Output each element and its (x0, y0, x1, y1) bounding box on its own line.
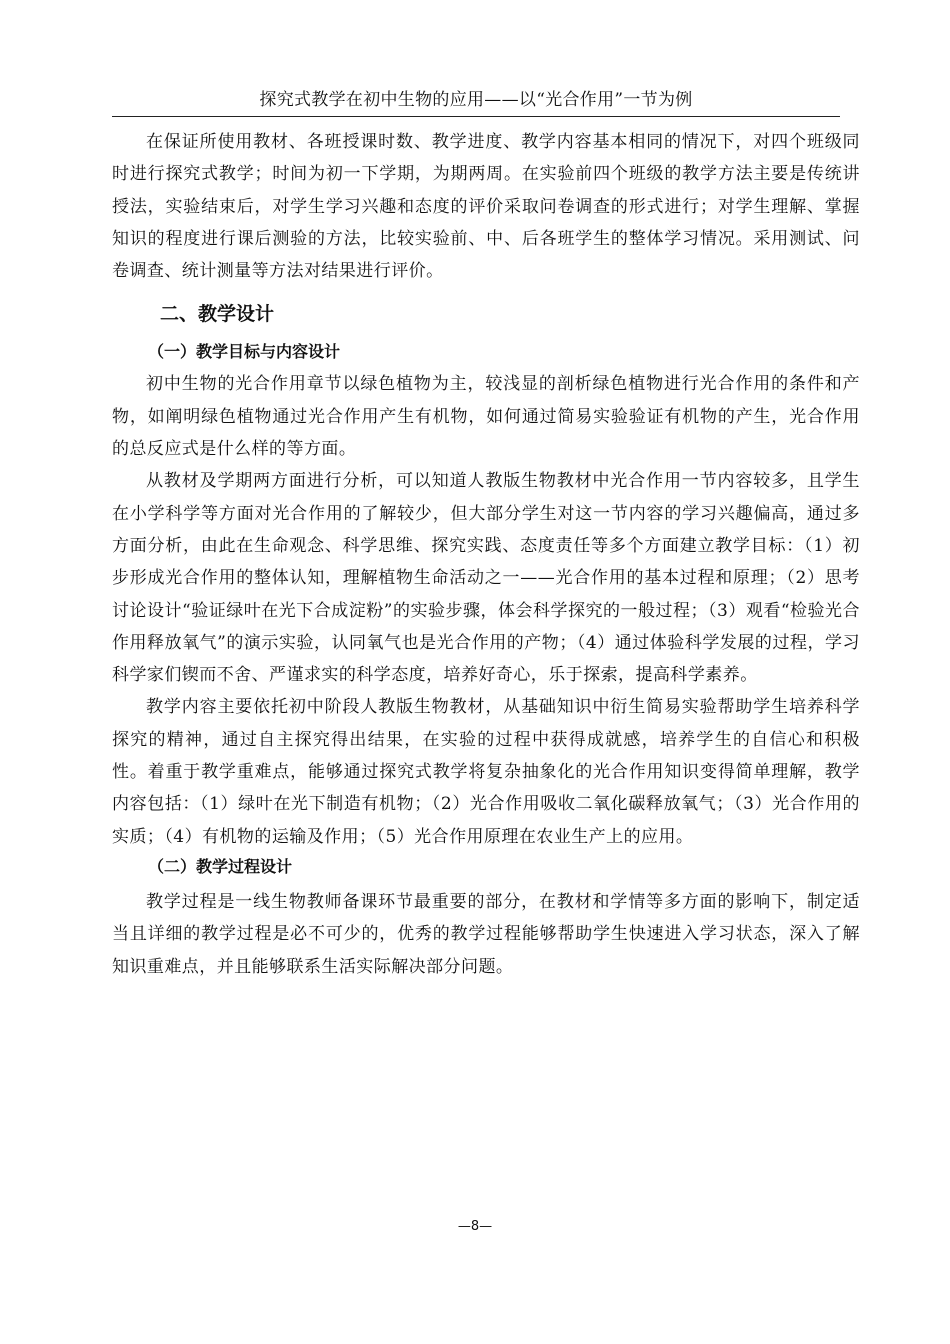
body-paragraph-5: 教学过程是一线生物教师备课环节最重要的部分，在教材和学情等多方面的影响下，制定适当且详细的教学过程是必不可少的，优秀的教学过程能够帮助学生快速进入学习状态，深入了解知识重难点，并且能够联系生活实际解决部分问题。 (112, 891, 860, 977)
subsection-heading-objectives: （一）教学目标与内容设计 (148, 342, 341, 362)
body-paragraph-4: 教学内容主要依托初中阶段人教版生物教材，从基础知识中衍生简易实验帮助学生培养科学探究的精神，通过自主探究得出结果，在实验的过程中获得成就感，培养学生的自信心和积极性。着重于教学重难点，能够通过探究式教学将复杂抽象化的光合作用知识变得简单理解，教学内容包括：（1）绿叶在光下制造有机物；（2）光合作用吸收二氧化碳释放氧气；（3）光合作用的实质；（4）有机物的运输及作用；（5）光合作用原理在农业生产上的应用。 (112, 697, 860, 847)
subsection-heading-process: （二）教学过程设计 (148, 856, 293, 876)
page-number-footer (0, 1218, 950, 1236)
running-header (112, 86, 840, 117)
running-header-title: 探究式教学在初中生物的应用——以“光合作用”一节为例 (259, 90, 693, 110)
body-paragraph-3: 从教材及学期两方面进行分析，可以知道人教版生物教材中光合作用一节内容较多，且学生在小学科学等方面对光合作用的了解较少，但大部分学生对这一节内容的学习兴趣偏高，通过多方面分析，由此在生命观念、科学思维、探究实践、态度责任等多个方面建立教学目标：（1）初步形成光合作用的整体认知，理解植物生命活动之一——光合作用的基本过程和原理；（2）思考讨论设计“验证绿叶在光下合成淀粉”的实验步骤，体会科学探究的一般过程；（3）观看“检验光合作用释放氧气”的演示实验，认同氧气也是光合作用的产物；（4）通过体验科学发展的过程，学习科学家们锲而不舍、严谨求实的科学态度，培养好奇心，乐于探索，提高科学素养。 (112, 471, 860, 686)
body-paragraph-2: 初中生物的光合作用章节以绿色植物为主，较浅显的剖析绿色植物进行光合作用的条件和产物，如阐明绿色植物通过光合作用产生有机物，如何通过简易实验验证有机物的产生，光合作用的总反应式是什么样的等方面。 (112, 374, 860, 460)
body-paragraph-1: 在保证所使用教材、各班授课时数、教学进度、教学内容基本相同的情况下，对四个班级同时进行探究式教学；时间为初一下学期，为期两周。在实验前四个班级的教学方法主要是传统讲授法，实验结束后，对学生学习兴趣和态度的评价采取问卷调查的形式进行；对学生理解、掌握知识的程度进行课后测验的方法，比较实验前、中、后各班学生的整体学习情况。采用测试、问卷调查、统计测量等方法对结果进行评价。 (112, 132, 860, 282)
spacer (112, 287, 860, 299)
page-body (112, 126, 860, 983)
spacer (112, 329, 860, 338)
page-number: —8— (457, 1219, 493, 1234)
section-heading-teaching-design: 二、教学设计 (160, 303, 275, 326)
